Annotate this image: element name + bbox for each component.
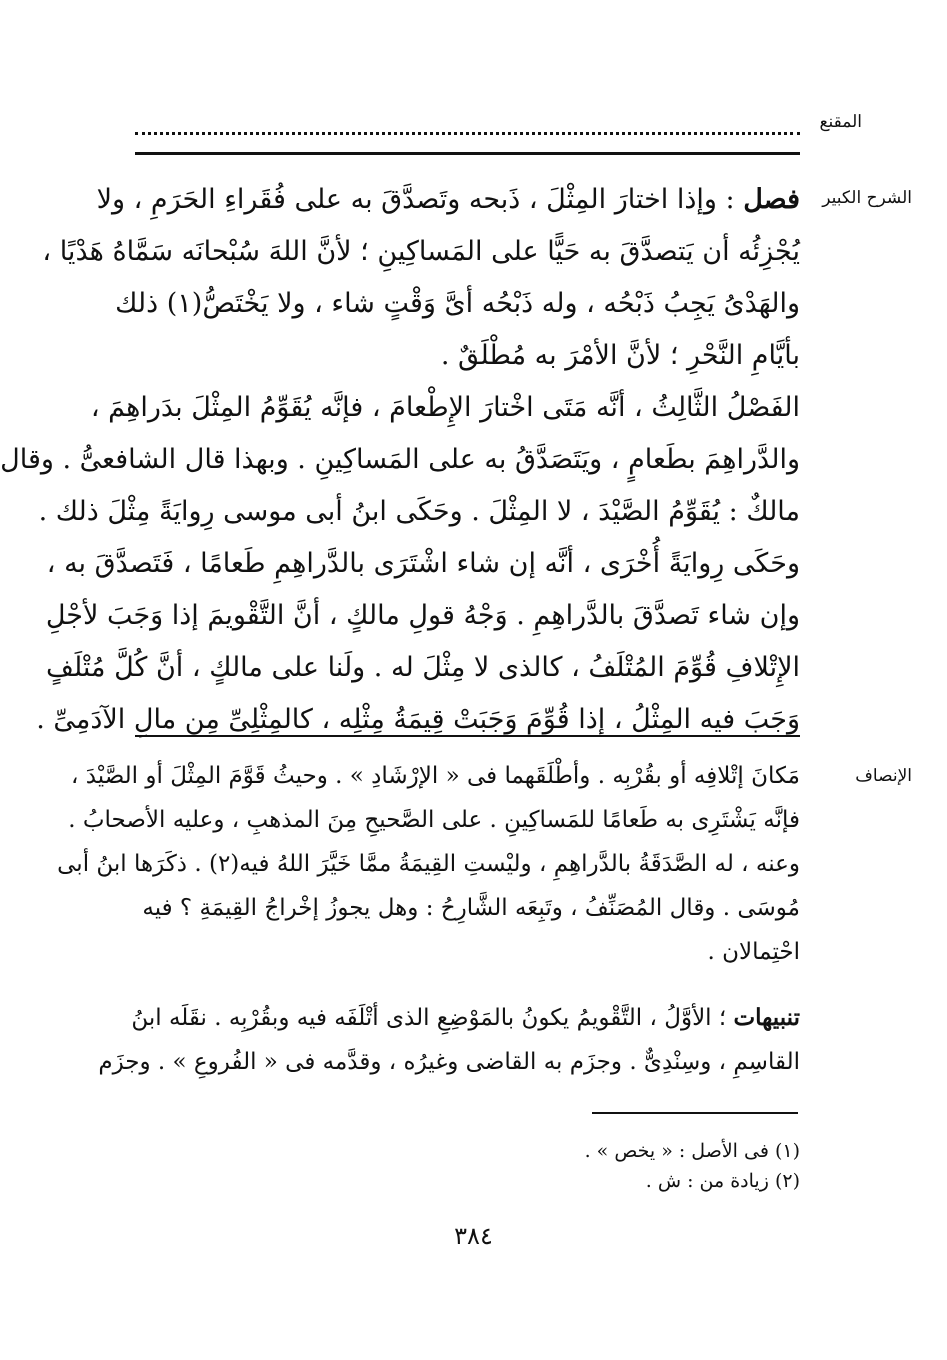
text-line: وَجَبَ فيه المِثْلُ ، إذا قُوِّمَ وَجَبَتْ قِيمَةُ مِثْلِه ، كالمِثْلِىِّ مِن مالِ الآدَمِىِّ . [36, 704, 800, 735]
insaf-paragraph-2 [98, 996, 800, 1084]
text-line: مَكانَ إتْلافِه أو بقُرْبِه . وأطْلَقَهما فى « الإرْشَادِ » . وحيثُ قَوَّمَ المِثْلَ أو الصَّيْدَ ، [70, 763, 800, 789]
running-header-title: المقنع [819, 112, 862, 132]
page-number: ٣٨٤ [454, 1222, 493, 1250]
text-line: تنبيهات ؛ الأوَّلُ ، التَّقْويمُ يكونُ بالمَوْضِعِ الذى أتْلَفَه فيه وبقُرْبِه . نقَلَه ابنُ [131, 1004, 800, 1031]
text-line: الإِتْلافِ قُوِّمَ المُتْلَفُ ، كالذى لا مِثْلَ له . ولَنا على مالكٍ ، أنَّ كُلَّ مُتْلَفٍ [46, 652, 800, 683]
text-line: مالكٌ : يُقَوِّمُ الصَّيْدَ ، لا المِثْلَ . وحَكَى ابنُ أبى موسى رِوايَةً مِثْلَ ذلك . [38, 496, 800, 527]
text-line: القاسِمِ ، وسِنْدِىٌّ . وجزَم به القاضى وغيرُه ، وقدَّمه فى « الفُروعِ » . وجزَم [98, 1049, 800, 1075]
text-line: مُوسَى . وقال المُصَنِّفُ ، وتَبِعَه الشَّارِحُ : وهل يجوزُ إخْراجُ القِيمَةِ ؟ فيه [142, 895, 800, 921]
text-line: يُجْزِئُه أن يَتصدَّقَ به حَيًّا على المَساكِينِ ؛ لأنَّ اللهَ سُبْحانَه سَمَّاهُ هَدْيًا ، [42, 236, 800, 267]
section-heading: فصل [743, 184, 800, 215]
text-line: وعنه ، له الصَّدَقَةُ بالدَّراهِمِ ، وليْستِ القِيمَةُ ممَّا خَيَّرَ اللهُ فيه(٢) . ذكَرَها ابنُ أبى [57, 851, 800, 877]
section-label-sharh: الشرح الكبير [822, 188, 912, 208]
sharh-paragraph-2 [0, 382, 800, 746]
insaf-paragraph-1 [57, 754, 800, 974]
footnotes [135, 1136, 800, 1196]
text-line: فصل : وإذا اختارَ المِثْلَ ، ذَبحه وتَصدَّقَ به على فُقَراءِ الحَرَمِ ، ولا [96, 184, 800, 215]
section-heading: تنبيهات [733, 1004, 800, 1031]
footnote: (١) فى الأصل : « يخص » . [584, 1140, 800, 1162]
text-line: الفَصْلُ الثَّالِثُ ، أنَّه مَتَى اخْتارَ الإِطْعامَ ، فإنَّه يُقَوِّمُ المِثْلَ بدَراهِمَ ، [90, 392, 800, 423]
text-line: والدَّراهِمَ بطَعامٍ ، ويَتَصَدَّقُ به على المَساكِينِ . وبهذا قال الشافعىُّ . وقال [0, 444, 800, 475]
text-line: وحَكَى رِوايَةً أُخْرَى ، أنَّه إن شاء اشْتَرَى بالدَّراهِمِ طَعامًا ، فَتَصدَّقَ به ، [46, 548, 800, 579]
text-line: فإنَّه يَشْتَرِى به طَعامًا للمَساكِينِ . على الصَّحيحِ مِنَ المذهبِ ، وعليه الأصحابُ . [68, 807, 800, 833]
sharh-text-block [42, 174, 800, 382]
text-line: بأيَّامِ النَّحْرِ ؛ لأنَّ الأمْرَ به مُطْلَقٌ . [440, 340, 800, 371]
text-line: وإن شاء تَصدَّقَ بالدَّراهِمِ . وَجْهُ قولِ مالكٍ ، أنَّ التَّقْويمَ إذا وَجَبَ لأجْلِ [45, 600, 800, 631]
text-line: احْتِمالان . [707, 939, 800, 965]
text-line: والهَدْىُ يَجِبُ ذَبْحُه ، وله ذَبْحُه أىَّ وَقْتٍ شاء ، ولا يَخْتَصُّ(١) ذلك [115, 288, 800, 319]
footnote-rule [592, 1112, 798, 1114]
header-divider [135, 152, 800, 155]
section-label-insaf: الإنصاف [855, 766, 912, 786]
section-divider [135, 735, 800, 737]
footnote: (٢) زيادة من : ش . [645, 1170, 800, 1192]
dotted-header-rule [135, 120, 800, 135]
